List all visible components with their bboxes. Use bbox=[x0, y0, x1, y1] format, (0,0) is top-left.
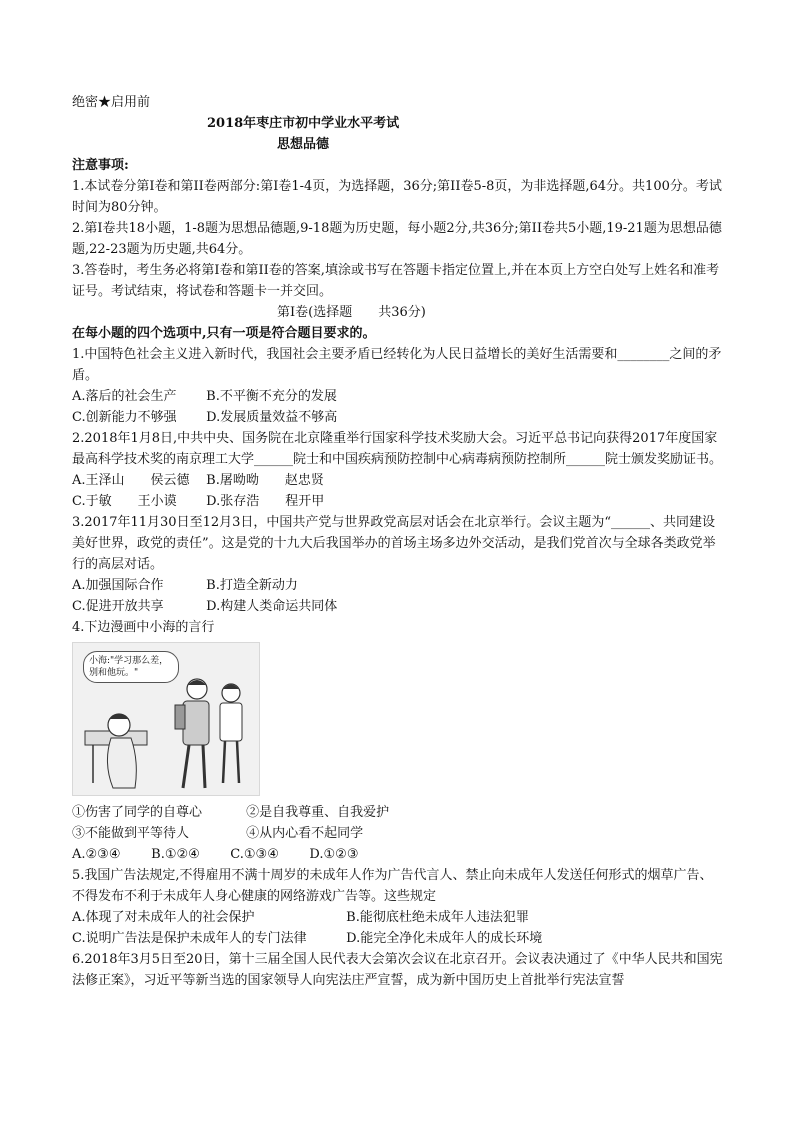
q3-option-d: D.构建人类命运共同体 bbox=[206, 599, 338, 614]
q5-option-c: C.说明广告法是保护未成年人的专门法律 bbox=[72, 931, 307, 946]
q1-option-b: B.不平衡不充分的发展 bbox=[206, 389, 337, 404]
q1-option-d: D.发展质量效益不够高 bbox=[206, 410, 338, 425]
question-6-stem: 6.2018年3月5日至20日，第十三届全国人民代表大会第次会议在北京召开。会议表决通过了《中华人民共和国宪法修正案》，习近平等新当选的国家领导人向宪法庄严宣誓，成为新中国历史上首批举行宪法宣誓 bbox=[72, 952, 723, 988]
question-1-stem: 1.中国特色社会主义进入新时代，我国社会主要矛盾已经转化为人民日益增长的美好生活需要和________之间的矛盾。 bbox=[72, 347, 722, 383]
notes-heading: 注意事项: bbox=[72, 158, 129, 173]
q2-option-b: B.屠呦呦 赵忠贤 bbox=[206, 473, 324, 488]
q5-option-b: B.能彻底杜绝未成年人违法犯罪 bbox=[346, 910, 529, 925]
note-item: 1.本试卷分第I卷和第II卷两部分:第I卷1-4页，为选择题，36分;第II卷5-8页，为非选择题,64分。共100分。考试时间为80分钟。 bbox=[72, 179, 722, 215]
question-5-stem: 5.我国广告法规定,不得雇用不满十周岁的未成年人作为广告代言人、禁止向未成年人发送任何形式的烟草广告、不得发布不利于未成年人身心健康的网络游戏广告等。这些规定 bbox=[72, 868, 713, 904]
q2-option-a: A.王泽山 侯云德 bbox=[72, 473, 190, 488]
question-4-stem: 4.下边漫画中小海的言行 bbox=[72, 620, 215, 635]
secret-label: 绝密★启用前 bbox=[72, 95, 151, 110]
section-label: 第I卷(选择题 共36分) bbox=[277, 305, 426, 320]
q3-option-c: C.促进开放共享 bbox=[72, 599, 164, 614]
q4-option-d: D.①②③ bbox=[309, 847, 359, 862]
q4-statement-3: ③不能做到平等待人 bbox=[72, 826, 190, 841]
q4-option-b: B.①②④ bbox=[151, 847, 200, 862]
q3-option-b: B.打造全新动力 bbox=[206, 578, 298, 593]
comic-image bbox=[72, 642, 260, 796]
exam-title: 2018年枣庄市初中学业水平考试 bbox=[207, 116, 400, 131]
q5-option-a: A.体现了对未成年人的社会保护 bbox=[72, 910, 255, 925]
question-3-stem: 3.2017年11月30日至12月3日，中国共产党与世界政党高层对话会在北京举行。会议主题为“______、共同建设美好世界，政党的责任”。这是党的十九大后我国举办的首场主场多边外交活动，是我们党首次与全球各类政党举行的高层对话。 bbox=[72, 515, 716, 572]
note-item: 2.第I卷共18小题，1-8题为思想品德题,9-18题为历史题，每小题2分,共36分;第II卷共5小题,19-21题为思想品德题,22-23题为历史题,共64分。 bbox=[72, 221, 722, 257]
q2-option-d: D.张存浩 程开甲 bbox=[206, 494, 325, 509]
subject-title: 思想品德 bbox=[277, 137, 330, 152]
q5-option-d: D.能完全净化未成年人的成长环境 bbox=[346, 931, 543, 946]
q4-statement-4: ④从内心看不起同学 bbox=[246, 826, 364, 841]
q1-option-c: C.创新能力不够强 bbox=[72, 410, 177, 425]
section-instruction: 在每小题的四个选项中,只有一项是符合题目要求的。 bbox=[72, 326, 376, 341]
q4-statement-2: ②是自我尊重、自我爱护 bbox=[246, 805, 390, 820]
q2-option-c: C.于敏 王小谟 bbox=[72, 494, 177, 509]
comic-drawing bbox=[73, 643, 259, 795]
q4-option-c: C.①③④ bbox=[230, 847, 279, 862]
question-2-stem: 2.2018年1月8日,中共中央、国务院在北京隆重举行国家科学技术奖励大会。习近平总书记向获得2017年度国家最高科学技术奖的南京理工大学______院士和中国疾病预防控制中心病毒病预防控制所______院士颁发奖励证书。 bbox=[72, 431, 723, 467]
q4-statement-1: ①伤害了同学的自尊心 bbox=[72, 805, 203, 820]
comic-speech-bubble: 小海:"学习那么差，别和他玩。" bbox=[83, 651, 179, 683]
q1-option-a: A.落后的社会生产 bbox=[72, 389, 177, 404]
q3-option-a: A.加强国际合作 bbox=[72, 578, 164, 593]
note-item: 3.答卷时，考生务必将第I卷和第II卷的答案,填涂或书写在答题卡指定位置上,并在本页上方空白处写上姓名和准考证号。考试结束，将试卷和答题卡一并交回。 bbox=[72, 263, 720, 299]
q4-option-a: A.②③④ bbox=[72, 847, 121, 862]
exam-page bbox=[72, 92, 724, 991]
